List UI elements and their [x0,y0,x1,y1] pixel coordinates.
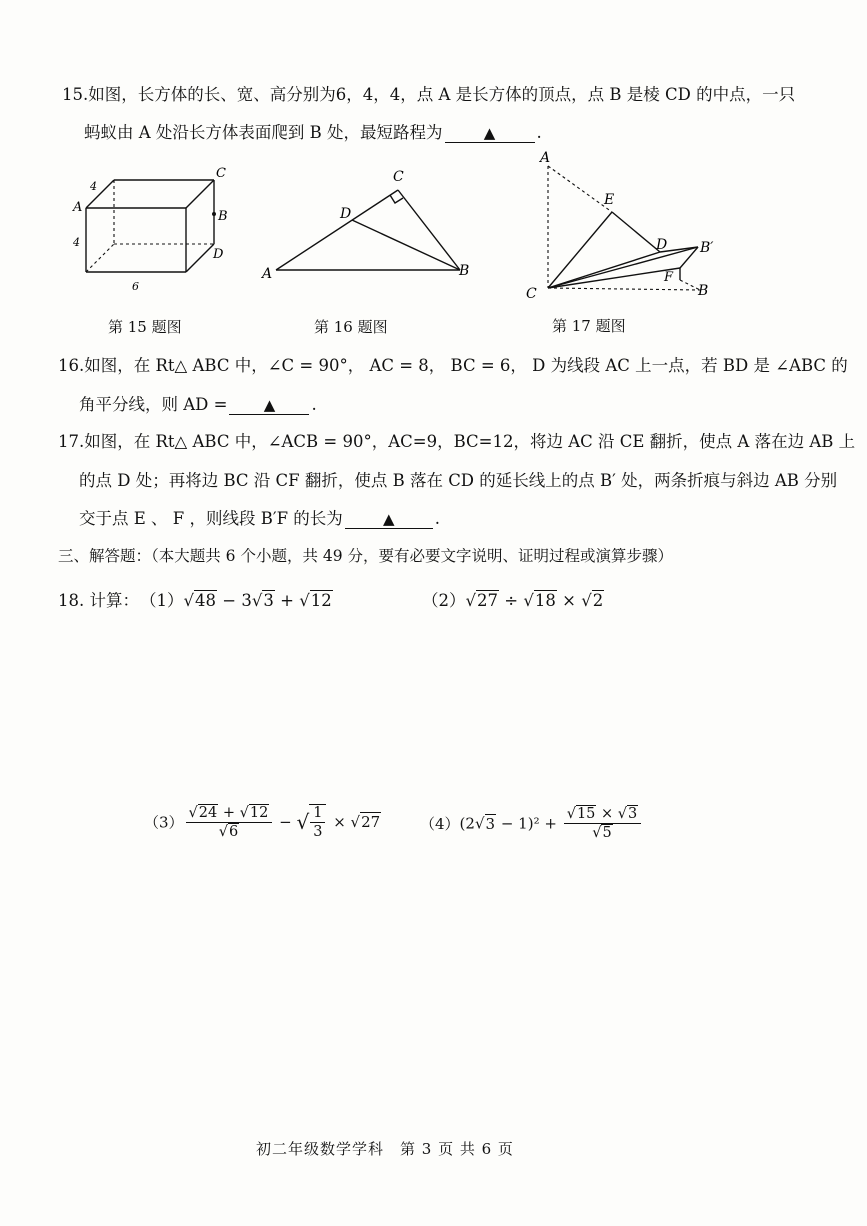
q18-p3-number: （3） [144,813,184,832]
q18-p3-root-fraction [309,804,326,840]
triangle-icon: ▲ [383,510,395,528]
q17-line3 [79,508,440,530]
q16-line2-suffix: . [311,395,317,414]
fig16-label-D: D [340,206,352,222]
q18-p2-op2: × [556,591,582,610]
fig17-label-D: D [656,237,668,253]
fig15-label-A: A [73,200,83,215]
q18-p2-op1: ÷ [499,591,524,610]
fig16-label-B: B [459,263,470,279]
q16-answer-blank [229,396,309,415]
q15-line1: 15.如图，长方体的长、宽、高分别为6，4，4，点 A 是长方体的顶点，点 B 是棱 CD 的中点，一只 [62,85,796,104]
q15-line2-suffix: . [536,123,542,142]
figure-15-cuboid [70,162,240,297]
q15-line2 [84,122,542,144]
q18-part1: （1）√48 − 3√3 + √12 [140,591,332,610]
q18-p4-plus: + [539,814,562,833]
q18-p2-radicand-3: 2 [592,591,604,610]
q16-line2 [79,394,317,416]
fig15-label-C: C [216,166,226,181]
q18-p3-den-radicand: 6 [228,823,239,840]
q18-p1-number: （1） [140,591,184,610]
section-3-heading: 三、解答题：（本大题共 6 个小题，共 49 分，要有必要文字说明、证明过程或演算步骤） [58,547,674,565]
caption-figure-15: 第 15 题图 [108,318,182,336]
fig15-label-height: 4 [73,236,80,249]
fig15-label-B: B [218,209,228,224]
q18-p3-times: × [328,813,351,831]
q18-part4: （4）(2√3 − 1)² + $\frac{√15 \times √3}{√5}$ [420,806,643,841]
q17-line1: 17.如图，在 Rt△ ABC 中，∠ACB = 90°，AC=9，BC=12，将边 AC 沿 CE 翻折，使点 A 落在边 AB 上 [58,432,856,451]
fig17-label-B: B [698,283,709,299]
q18-p4-radicand: 3 [485,814,496,833]
q18-p3-minus: − [274,813,297,831]
q18-p1-radicand-3: 12 [310,591,332,610]
fig17-label-A: A [540,150,551,166]
fig17-label-Bprime: B′ [700,240,714,256]
q15-answer-blank [445,124,535,143]
q17-line3-prefix: 交于点 E 、 F ，则线段 B′F 的长为 [79,509,343,528]
figure-16-triangle [258,165,480,290]
q18-p1-mid: − 3 [217,591,252,610]
q18-p3-frac-den: 3 [313,824,323,840]
q17-answer-blank [345,510,433,529]
q18-p4-num-radicand-2: 3 [628,806,638,822]
q18-p1-radicand-2: 3 [263,591,274,610]
page-footer: 初二年级数学学科 第 3 页 共 6 页 [256,1140,514,1158]
q17-line2: 的点 D 处；再将边 BC 沿 CF 翻折，使点 B 落在 CD 的延长线上的点 B′ 处，两条折痕与斜边 AB 分别 [79,471,838,490]
q18-p4-post: − 1)² [496,814,540,833]
q18-p3-frac-num: 1 [310,805,325,823]
q18-p3-num-plus: + [218,804,240,821]
caption-figure-17: 第 17 题图 [552,317,626,335]
q18-p4-num-times: × [596,806,618,822]
q18-p4-fraction: $\frac{√15 \times √3}{√5}$ [564,806,642,841]
q18-p1-radicand-1: 48 [195,591,217,610]
q18-p4-num-radicand-1: 15 [576,806,596,822]
triangle-icon: ▲ [263,396,276,414]
fig17-label-E: E [604,192,615,208]
fig16-label-A: A [262,266,273,282]
fig16-label-C: C [393,169,404,185]
triangle-icon: ▲ [483,124,496,142]
q15-line2-prefix: 蚂蚁由 A 处沿长方体表面爬到 B 处，最短路程为 [84,123,443,142]
caption-figure-16: 第 16 题图 [314,318,388,336]
q18-p1-plus: + [274,591,300,610]
q18-label: 18. 计算： [58,591,139,610]
q16-line1: 16.如图，在 Rt△ ABC 中，∠C = 90°， AC = 8， BC = 6， D 为线段 AC 上一点，若 BD 是 ∠ABC 的 [58,356,848,375]
fig15-label-length: 6 [132,280,139,293]
q18-p2-radicand-1: 27 [477,591,499,610]
fig15-label-width: 4 [90,180,97,193]
q16-line2-prefix: 角平分线，则 AD = [79,395,228,414]
q18-p3-radicand: 27 [361,813,381,831]
q17-line3-suffix: . [434,509,441,528]
figure-17-fold [518,148,730,306]
q18-p4-den-radicand: 5 [602,825,612,841]
q18-p2-number: （2） [422,591,466,610]
q18-p3-num-radicand-2: 12 [249,804,269,821]
fig17-label-C: C [526,286,537,302]
fig15-label-D: D [213,247,224,262]
fig17-label-F: F [664,270,674,285]
q18-part3: （3） $\frac{√24 + √12}{√6}$ − √ $\frac{1}{3}$ × √27 [144,804,381,840]
q18-p3-num-radicand-1: 24 [198,804,218,821]
q18-p4-number: （4） [420,815,460,833]
q18-p2-radicand-2: 18 [534,591,556,610]
q18-p3-fraction: $\frac{√24 + √12}{√6}$ [186,805,273,840]
q18-part2: （2）√27 ÷ √18 × √2 [422,591,604,610]
q18-p4-pre: (2 [459,814,475,833]
